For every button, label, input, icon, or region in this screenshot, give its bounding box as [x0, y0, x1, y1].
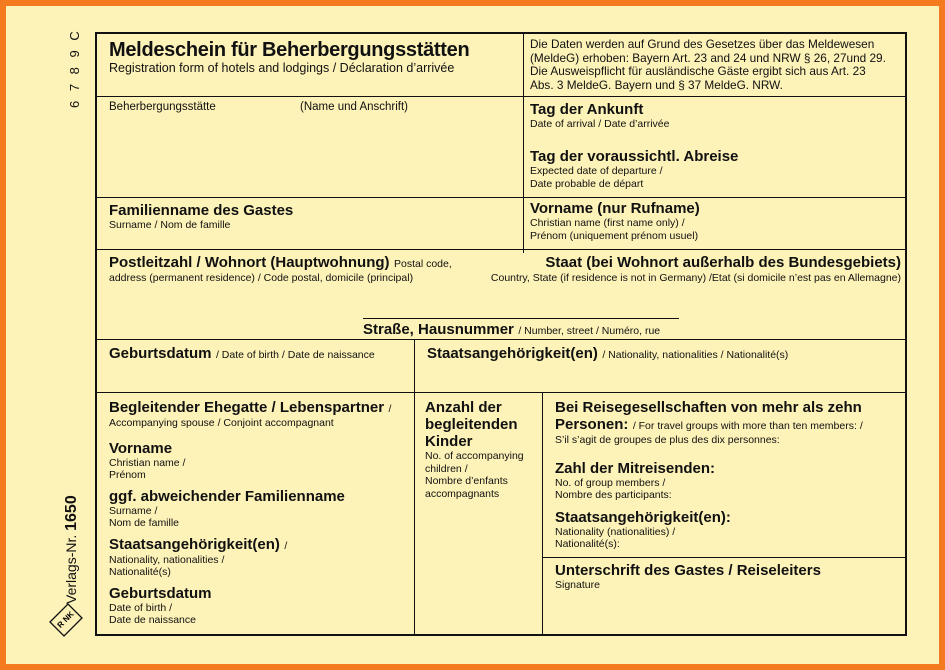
legal-line: (MeldeG) erhoben: Bayern Art. 23 and 24 und NRW § 26, 27und 29. [530, 50, 886, 65]
spouse-surname-translation: Nom de famille [109, 517, 180, 529]
spouse-nationality-label: Staatsangehörigkeit(en) [109, 535, 280, 553]
group-nationality-translation: Nationality (nationalities) / [555, 525, 676, 538]
group-label: Bei Reisegesellschaften von mehr als zehn [555, 399, 862, 416]
children-translation: Nombre d’enfants [425, 475, 508, 487]
spouse-surname-translation: Surname / [109, 504, 158, 517]
group-count-translation: Nombre des participants: [555, 489, 672, 501]
children-translation: No. of accompanying [425, 450, 524, 462]
firstname-translation: Christian name (first name only) / [530, 217, 685, 229]
registration-form [95, 32, 907, 636]
spouse-nationality-suffix: / [284, 539, 288, 552]
legal-notice [530, 38, 902, 92]
children-label: Kinder [425, 433, 473, 450]
nationality-label: Staatsangehörigkeit(en) [427, 345, 598, 362]
children-translation: accompagnants [425, 487, 500, 500]
publisher-prefix: Verlags-Nr. [63, 534, 79, 604]
publisher-logo [48, 602, 84, 638]
firstname-translation: Prénom (uniquement prénom usuel) [530, 229, 699, 242]
signature-translation: Signature [555, 579, 600, 591]
group-count-translation: No. of group members / [555, 476, 666, 489]
arrival-translation: Date of arrival / Date d’arrivée [530, 118, 670, 130]
spouse-nationality-translation: Nationalité(s) [109, 566, 171, 578]
address-translation: address (permanent residence) / Code postal, domicile (principal) [109, 272, 414, 284]
street-label: Straße, Hausnummer [363, 321, 514, 338]
group-nationality-label: Staatsangehörigkeit(en): [555, 508, 731, 526]
group-translation: S’il s’agit de groupes de plus des dix personnes: [555, 434, 780, 446]
group-translation: / For travel groups with more than ten members: / [632, 420, 863, 432]
spouse-firstname-translation: Christian name / [109, 456, 186, 469]
form-code: 6 7 8 9 C [67, 28, 82, 108]
spouse-birth-label: Geburtsdatum [109, 584, 212, 602]
establishment-field[interactable] [109, 116, 517, 194]
spouse-nationality-translation: Nationality, nationalities / [109, 553, 225, 566]
surname-translation: Surname / Nom de famille [109, 219, 231, 231]
legal-line: Abs. 3 MeldeG. Bayern und § 37 MeldeG. NRW. [530, 77, 783, 92]
spouse-firstname-translation: Prénom [109, 469, 146, 481]
group-nationality-translation: Nationalité(s): [555, 538, 620, 550]
spouse-translation: Accompanying spouse / Conjoint accompagnant [109, 417, 334, 429]
legal-line: Die Daten werden auf Grund des Gesetzes über das Meldewesen [530, 37, 875, 51]
departure-label: Tag der voraussichtl. Abreise [530, 148, 739, 165]
nationality-translation: / Nationality, nationalities / Nationalité(s) [602, 349, 789, 361]
spouse-surname-label: ggf. abweichender Familienname [109, 487, 345, 505]
spouse-birth-translation: Date de naissance [109, 614, 196, 626]
group-label: Personen: [555, 416, 629, 433]
signature-label: Unterschrift des Gastes / Reiseleiters [555, 562, 821, 579]
svg-text:R NK: R NK [55, 609, 76, 630]
birth-label: Geburtsdatum [109, 345, 212, 362]
form-sheet [6, 6, 939, 664]
country-translation: Country, State (if residence is not in Germany) /Etat (si domicile n’est pas en Allemagne) [490, 272, 901, 284]
address-label: Postleitzahl / Wohnort (Hauptwohnung) [109, 254, 390, 271]
street-translation: / Number, street / Numéro, rue [518, 325, 661, 337]
arrival-label: Tag der Ankunft [530, 101, 644, 118]
surname-label: Familienname des Gastes [109, 202, 294, 219]
spouse-firstname-label: Vorname [109, 439, 173, 457]
address-translation: Postal code, [393, 258, 452, 270]
departure-translation: Expected date of departure / [530, 165, 663, 177]
group-count-label: Zahl der Mitreisenden: [555, 459, 716, 477]
spouse-birth-translation: Date of birth / [109, 601, 173, 614]
publisher-number-value: 1650 [63, 495, 80, 531]
publisher-number [63, 495, 81, 604]
spouse-label: Begleitender Ehegatte / Lebenspartner [109, 399, 385, 416]
establishment-hint: (Name und Anschrift) [300, 101, 409, 113]
firstname-label: Vorname (nur Rufname) [530, 200, 700, 217]
children-label: begleitenden [425, 416, 518, 433]
departure-translation: Date probable de départ [530, 177, 644, 190]
form-title: Meldeschein für Beherbergungsstätten [109, 39, 470, 61]
birth-translation: / Date of birth / Date de naissance [215, 349, 375, 361]
country-label: Staat (bei Wohnort außerhalb des Bundesgebiets) [545, 254, 901, 271]
spouse-label-suffix: / [388, 403, 392, 415]
establishment-label: Beherbergungsstätte [109, 101, 216, 113]
form-subtitle: Registration form of hotels and lodgings / Déclaration d’arrivée [109, 61, 455, 75]
legal-line: Die Ausweispflicht für ausländische Gäste ergibt sich aus Art. 23 [530, 64, 866, 79]
children-label: Anzahl der [425, 399, 502, 416]
children-translation: children / [425, 462, 468, 475]
street-underline [363, 318, 679, 319]
